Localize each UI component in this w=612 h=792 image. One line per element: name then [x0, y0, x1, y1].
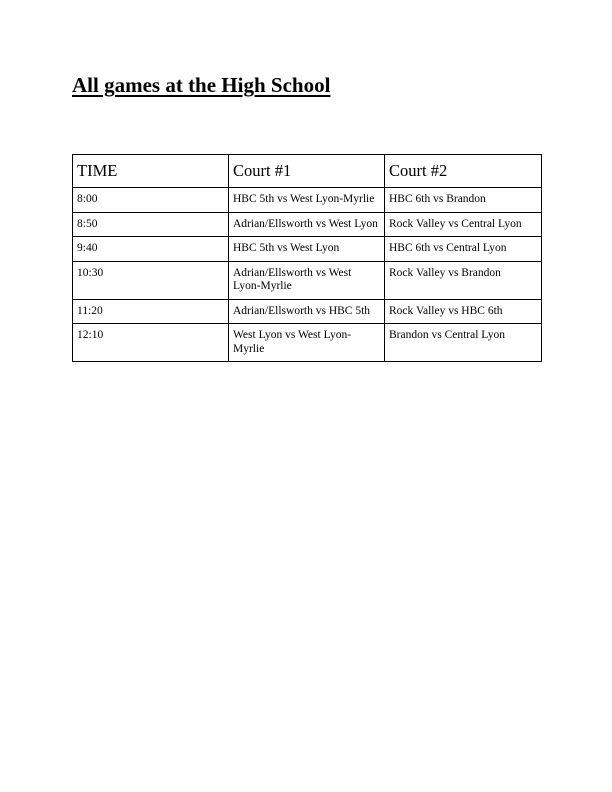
court-1-cell: Adrian/Ellsworth vs HBC 5th: [229, 299, 385, 324]
table-row: [73, 212, 542, 237]
court-1-cell: Adrian/Ellsworth vs West Lyon: [229, 212, 385, 237]
time-cell: 11:20: [73, 299, 229, 324]
time-cell: 8:00: [73, 188, 229, 213]
schedule-table: [72, 154, 542, 362]
column-header-court-2: Court #2: [385, 155, 542, 188]
table-row: [73, 324, 542, 362]
court-1-cell: West Lyon vs West Lyon-Myrlie: [229, 324, 385, 362]
court-1-cell: Adrian/Ellsworth vs West Lyon-Myrlie: [229, 261, 385, 299]
time-cell: 9:40: [73, 237, 229, 262]
table-row: [73, 237, 542, 262]
court-2-cell: HBC 6th vs Brandon: [385, 188, 542, 213]
table-row: [73, 188, 542, 213]
column-header-court-1: Court #1: [229, 155, 385, 188]
court-1-cell: HBC 5th vs West Lyon-Myrlie: [229, 188, 385, 213]
court-2-cell: HBC 6th vs Central Lyon: [385, 237, 542, 262]
time-cell: 12:10: [73, 324, 229, 362]
page-title: All games at the High School: [72, 73, 331, 97]
table-row: [73, 261, 542, 299]
table-header-row: [73, 155, 542, 188]
court-2-cell: Rock Valley vs Brandon: [385, 261, 542, 299]
court-2-cell: Brandon vs Central Lyon: [385, 324, 542, 362]
time-cell: 8:50: [73, 212, 229, 237]
column-header-time: TIME: [73, 155, 229, 188]
court-2-cell: Rock Valley vs HBC 6th: [385, 299, 542, 324]
table-row: [73, 299, 542, 324]
court-1-cell: HBC 5th vs West Lyon: [229, 237, 385, 262]
time-cell: 10:30: [73, 261, 229, 299]
court-2-cell: Rock Valley vs Central Lyon: [385, 212, 542, 237]
